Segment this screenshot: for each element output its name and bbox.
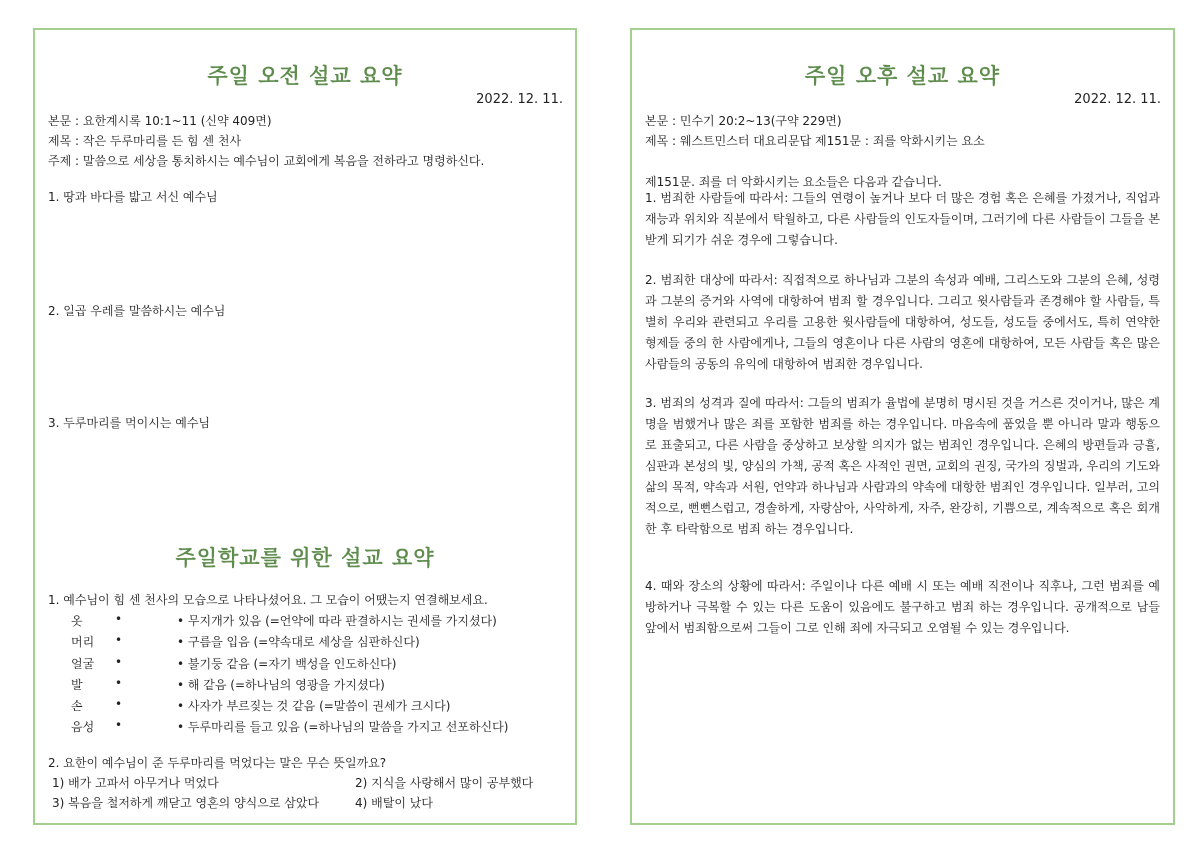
afternoon-sermon-panel (630, 28, 1175, 825)
match-left-item: 음성 (71, 720, 95, 734)
match-right-item: • 불기둥 같음 (=자기 백성을 인도하신다) (177, 657, 397, 671)
answer-option-3: 3) 복음을 철저하게 깨닫고 영혼의 양식으로 삼았다 (52, 796, 320, 810)
match-dot: • (115, 612, 123, 626)
morning-point-3: 3. 두루마리를 먹이시는 예수님 (48, 416, 210, 430)
answer-option-4: 4) 배탈이 났다 (355, 796, 433, 810)
morning-scripture: 본문 : 요한계시록 10:1~11 (신약 409면) (48, 114, 272, 128)
answer-option-2: 2) 지식을 사랑해서 많이 공부했다 (355, 776, 534, 790)
school-question-2: 2. 요한이 예수님이 준 두루마리를 먹었다는 말은 무슨 뜻일까요? (48, 756, 387, 770)
match-right-item: • 사자가 부르짖는 것 같음 (=말씀이 권세가 크시다) (177, 699, 451, 713)
morning-title: 주일 오전 설교 요약 (207, 64, 403, 88)
morning-point-1: 1. 땅과 바다를 밟고 서신 예수님 (48, 190, 218, 204)
afternoon-paragraph-4: 4. 때와 장소의 상황에 따라서: 주일이나 다른 예배 시 또는 예배 직전이나 직후나, 그런 범죄를 예방하거나 극복할 수 있는 다른 도움이 있음에도 불구하고 범죄 하는 경우입니다. 공개적으로 남들 앞에서 범죄함으로써 그들이 그로 인해 죄에 자극되고 오염될 수 있는 경우입니다. (645, 579, 1160, 635)
match-dot: • (115, 633, 123, 647)
morning-point-2: 2. 일곱 우레를 말씀하시는 예수님 (48, 304, 226, 318)
afternoon-subject: 제목 : 웨스트민스터 대요리문답 제151문 : 죄를 악화시키는 요소 (645, 134, 985, 148)
afternoon-intro: 제151문. 죄를 더 악화시키는 요소들은 다음과 같습니다. (645, 175, 942, 189)
match-left-item: 머리 (71, 635, 95, 649)
morning-sermon-panel (33, 28, 577, 825)
match-dot: • (115, 697, 123, 711)
afternoon-paragraph-2: 2. 범죄한 대상에 따라서: 직접적으로 하나님과 그분의 속성과 예배, 그리스도와 그분의 은혜, 성령과 그분의 증거와 사역에 대항하여 범죄 할 경우입니다. 그리고 윗사람들과 존경해야 할 사람들, 특별히 우리와 관련되고 우리를 고용한 윗사람들에 대항하여, 성도들, 성도들 중에서도, 특히 연약한 형제들 중의 한 사람에게나, 그들의 영혼이나 다른 사람의 영혼에 대항하여, 모든 사람들 혹은 많은 사람들의 공동의 유익에 대항하여 범죄한 경우입니다. (645, 273, 1160, 371)
morning-theme: 주제 : 말씀으로 세상을 통치하시는 예수님이 교회에게 복음을 전하라고 명령하신다. (48, 154, 485, 168)
match-right-item: • 해 같음 (=하나님의 영광을 가지셨다) (177, 678, 385, 692)
match-right-item: • 구름을 입음 (=약속대로 세상을 심판하신다) (177, 635, 420, 649)
school-title: 주일학교를 위한 설교 요약 (175, 546, 435, 570)
match-left-item: 옷 (71, 614, 83, 628)
match-left-item: 발 (71, 678, 83, 692)
match-dot: • (115, 655, 123, 669)
afternoon-paragraph-3: 3. 범죄의 성격과 질에 따라서: 그들의 범죄가 율법에 분명히 명시된 것을 거스른 것이거나, 많은 계명을 범했거나 많은 죄를 포함한 범죄를 하는 경우입니다. 마음속에 품었을 뿐 아니라 말과 행동으로 표출되고, 다른 사람을 중상하고 보상할 의지가 없는 범죄인 경우입니다. 은혜의 방편들과 긍휼, 심판과 본성의 빛, 양심의 가책, 공적 혹은 사적인 권면, 교회의 권징, 국가의 징벌과, 우리의 기도와 삶의 목적, 약속과 서원, 언약과 하나님과 사람과의 약속에 대항한 범죄인 경우입니다. 일부러, 고의적으로, 뻔뻔스럽고, 경솔하게, 자랑삼아, 사악하게, 자주, 완강히, 기쁨으로, 계속적으로 혹은 회개한 후 타락함으로 범죄 하는 경우입니다. (645, 396, 1160, 536)
morning-subject: 제목 : 작은 두루마리를 든 힘 센 천사 (48, 134, 242, 148)
match-right-item: • 무지개가 있음 (=언약에 따라 판결하시는 권세를 가지셨다) (177, 614, 497, 628)
afternoon-paragraph-1: 1. 범죄한 사람들에 따라서: 그들의 연령이 높거나 보다 더 많은 경험 혹은 은혜를 가졌거나, 직업과 재능과 위치와 직분에서 탁월하고, 다른 사람들의 인도자들이며, 그러기에 다른 사람들이 그들을 본받게 되기가 쉬운 경우에 그렇습니다. (645, 191, 1160, 247)
morning-date: 2022. 12. 11. (476, 92, 563, 107)
match-left-item: 손 (71, 699, 83, 713)
match-right-item: • 두루마리를 들고 있음 (=하나님의 말씀을 가지고 선포하신다) (177, 720, 509, 734)
afternoon-title: 주일 오후 설교 요약 (804, 64, 1001, 88)
answer-option-1: 1) 배가 고파서 아무거나 먹었다 (52, 776, 219, 790)
afternoon-date: 2022. 12. 11. (1074, 92, 1161, 107)
afternoon-scripture: 본문 : 민수기 20:2~13(구약 229면) (645, 114, 842, 128)
match-dot: • (115, 718, 123, 732)
match-left-item: 얼굴 (71, 657, 95, 671)
school-question-1: 1. 예수님이 힘 센 천사의 모습으로 나타나셨어요. 그 모습이 어땠는지 연결해보세요. (48, 593, 488, 607)
match-dot: • (115, 676, 123, 690)
